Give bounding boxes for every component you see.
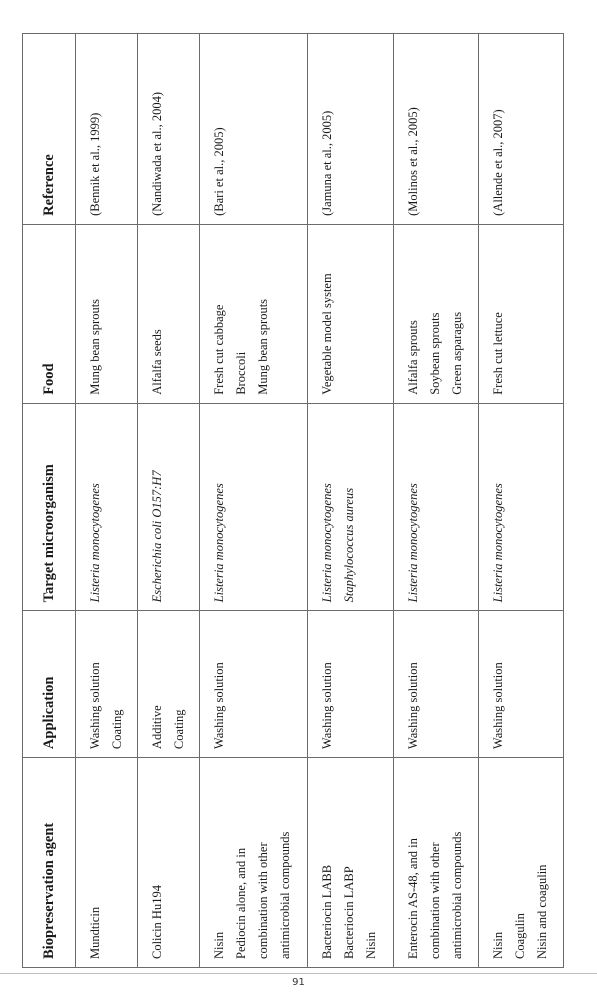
target-microorganism-cell — [200, 403, 308, 611]
header-biopreservation-agent: Biopreservation agent — [23, 758, 76, 968]
food-cell — [76, 224, 138, 403]
cell-line: Nisin — [212, 931, 227, 959]
cell-line: Nisin — [364, 931, 379, 959]
application-cell — [393, 611, 478, 758]
agent-cell — [308, 758, 393, 968]
cell-line: Washing solution — [490, 662, 505, 750]
cell-line: Escherichia coli O157:H7 — [150, 470, 165, 603]
cell-line: Fresh cut cabbage — [212, 304, 227, 395]
cell-line: (Bennik et al., 1999) — [88, 112, 102, 216]
cell-line: Washing solution — [212, 662, 227, 750]
reference-cell — [76, 34, 138, 225]
cell-line: Broccoli — [234, 351, 249, 395]
cell-line: Mung bean sprouts — [88, 298, 102, 395]
reference-cell — [138, 34, 200, 225]
cell-line: (Allende et al., 2007) — [490, 109, 505, 216]
cell-line: Pediocin alone, and in — [234, 847, 249, 959]
cell-line: Coating — [172, 709, 187, 750]
cell-line: combination with other — [427, 842, 442, 959]
cell-line: Coating — [110, 709, 124, 750]
cell-line: Listeria monocytogenes — [88, 483, 102, 603]
cell-line: Listeria monocytogenes — [490, 483, 505, 603]
target-microorganism-cell — [478, 403, 563, 611]
page-number: 91 — [292, 977, 305, 988]
cell-line: Washing solution — [320, 662, 335, 750]
cell-line: Washing solution — [88, 662, 102, 750]
food-cell — [308, 224, 393, 403]
reference-cell — [393, 34, 478, 225]
application-cell — [76, 611, 138, 758]
table-row — [478, 34, 563, 968]
cell-line: Mung bean sprouts — [256, 298, 271, 395]
table-row — [138, 34, 200, 968]
cell-line: Mundticin — [88, 906, 102, 959]
application-cell — [478, 611, 563, 758]
table-row — [200, 34, 308, 968]
header-target-microorganism: Target microorganism — [23, 403, 76, 611]
table-body — [76, 34, 564, 968]
target-microorganism-cell — [76, 403, 138, 611]
food-cell — [200, 224, 308, 403]
header-food: Food — [23, 224, 76, 403]
table-row — [308, 34, 393, 968]
rotated-table-page — [22, 33, 564, 968]
cell-line: Additive — [150, 705, 165, 750]
cell-line: Soybean sprouts — [427, 312, 442, 395]
cell-line: Alfalfa seeds — [150, 329, 165, 395]
cell-line: antimicrobial compounds — [278, 831, 293, 959]
cell-line: Green asparagus — [449, 311, 464, 395]
header-application: Application — [23, 611, 76, 758]
cell-line: Washing solution — [405, 662, 420, 750]
cell-line: Colicin Hu194 — [150, 885, 165, 959]
application-cell — [138, 611, 200, 758]
food-cell — [138, 224, 200, 403]
table-header-row — [23, 34, 76, 968]
agent-cell — [478, 758, 563, 968]
agent-cell — [138, 758, 200, 968]
agent-cell — [393, 758, 478, 968]
target-microorganism-cell — [138, 403, 200, 611]
cell-line: Bacteriocin LABB — [320, 864, 335, 959]
cell-line: Nisin and coagulin — [534, 864, 549, 959]
agent-cell — [76, 758, 138, 968]
food-cell — [393, 224, 478, 403]
reference-cell — [308, 34, 393, 225]
cell-line: antimicrobial compounds — [449, 831, 464, 959]
target-microorganism-cell — [308, 403, 393, 611]
cell-line: Staphylococcus aureus — [342, 487, 357, 603]
cell-line: Listeria monocytogenes — [212, 483, 227, 603]
header-reference: Reference — [23, 34, 76, 225]
cell-line: Coagulin — [512, 913, 527, 959]
reference-cell — [478, 34, 563, 225]
application-cell — [200, 611, 308, 758]
cell-line: Bacteriocin LABP — [342, 866, 357, 959]
agent-cell — [200, 758, 308, 968]
cell-line: Listeria monocytogenes — [320, 483, 335, 603]
cell-line: (Bari et al., 2005) — [212, 127, 227, 216]
application-cell — [308, 611, 393, 758]
target-microorganism-cell — [393, 403, 478, 611]
cell-line: Listeria monocytogenes — [405, 483, 420, 603]
table-row — [393, 34, 478, 968]
cell-line: Fresh cut lettuce — [490, 312, 505, 395]
cell-line: Enterocin AS-48, and in — [405, 838, 420, 959]
cell-line: (Jamuna et al., 2005) — [320, 110, 335, 216]
reference-cell — [200, 34, 308, 225]
cell-line: Vegetable model system — [320, 273, 335, 395]
biopreservation-table — [22, 33, 564, 968]
cell-line: (Molinos et al., 2005) — [405, 107, 420, 216]
cell-line: combination with other — [256, 842, 271, 959]
food-cell — [478, 224, 563, 403]
cell-line: Alfalfa sprouts — [405, 320, 420, 395]
cell-line: (Nandiwada et al., 2004) — [150, 91, 165, 216]
cell-line: Nisin — [490, 931, 505, 959]
table-row — [76, 34, 138, 968]
footer-rule — [0, 973, 597, 974]
